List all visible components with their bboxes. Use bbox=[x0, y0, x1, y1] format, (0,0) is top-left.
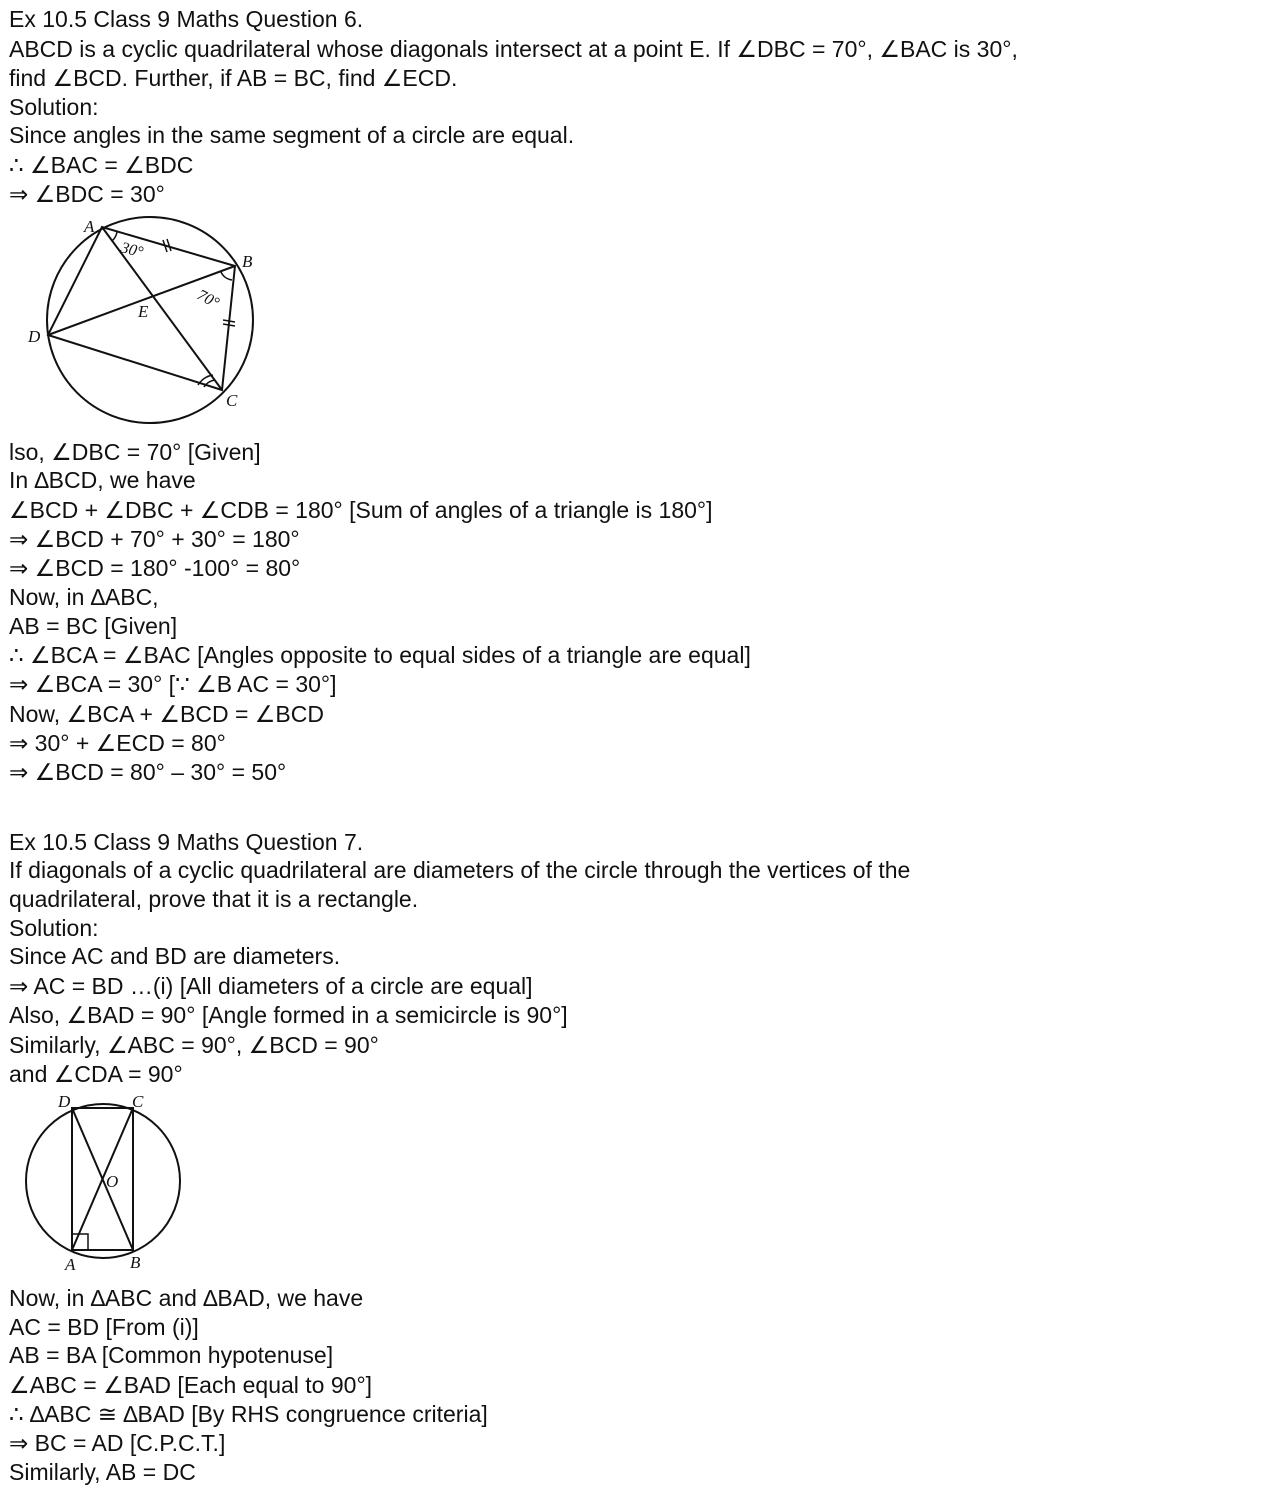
equal-tick-bc bbox=[223, 320, 235, 322]
q7-step: Since AC and BD are diameters. bbox=[9, 943, 341, 969]
q6-step: ⇒ ∠BCD = 180° -100° = 80° bbox=[9, 555, 301, 581]
q6-step: Now, ∠BCA + ∠BCD = ∠BCD bbox=[9, 701, 324, 727]
q6-step: Now, in ∆ABC, bbox=[9, 584, 159, 610]
q7-step: and ∠CDA = 90° bbox=[9, 1061, 183, 1087]
circle bbox=[47, 217, 253, 423]
q6-step: ⇒ ∠BDC = 30° bbox=[9, 181, 165, 207]
q6-step: ∴ ∠BAC = ∠BDC bbox=[9, 152, 194, 178]
equal-tick-ab bbox=[167, 239, 171, 251]
q7-step: ⇒ AC = BD …(i) [All diameters of a circle are equal] bbox=[9, 973, 533, 999]
q7-step: ⇒ BC = AD [C.P.C.T.] bbox=[9, 1430, 226, 1456]
q6-step: ⇒ ∠BCD + 70° + 30° = 180° bbox=[9, 526, 300, 552]
q6-step: Since angles in the same segment of a circle are equal. bbox=[9, 122, 575, 148]
label-d: D bbox=[58, 1092, 71, 1111]
label-a: A bbox=[65, 1255, 76, 1274]
label-e: E bbox=[138, 302, 149, 321]
angle-label-30: 30° bbox=[119, 239, 145, 262]
label-c: C bbox=[226, 391, 238, 410]
q6-step: ⇒ ∠BCA = 30° [∵ ∠B AC = 30°] bbox=[9, 671, 337, 697]
q7-question-line: If diagonals of a cyclic quadrilateral are diameters of the circle through the vertices of the bbox=[9, 857, 911, 883]
angle-arc-bac bbox=[112, 232, 117, 241]
q7-step: Similarly, AB = DC bbox=[9, 1459, 196, 1485]
q7-step: AC = BD [From (i)] bbox=[9, 1314, 199, 1340]
label-c: C bbox=[132, 1092, 144, 1111]
angle-label-70: 70° bbox=[194, 286, 222, 313]
q6-question-line: ABCD is a cyclic quadrilateral whose diagonals intersect at a point E. If ∠DBC = 70°, ∠BAC is 30°, bbox=[9, 36, 1018, 62]
q6-heading: Ex 10.5 Class 9 Maths Question 6. bbox=[9, 6, 364, 32]
label-b: B bbox=[242, 252, 253, 271]
q7-step: ∴ ∆ABC ≅ ∆BAD [By RHS congruence criteria] bbox=[9, 1401, 488, 1427]
q6-step: In ∆BCD, we have bbox=[9, 467, 196, 493]
label-a: A bbox=[84, 217, 95, 236]
q7-step: AB = BA [Common hypotenuse] bbox=[9, 1342, 334, 1368]
angle-arc-dbc bbox=[221, 272, 232, 280]
q6-step: ⇒ 30° + ∠ECD = 80° bbox=[9, 730, 226, 756]
q7-step: Also, ∠BAD = 90° [Angle formed in a semicircle is 90°] bbox=[9, 1002, 568, 1028]
equal-tick-bc bbox=[223, 324, 235, 326]
q6-step: lso, ∠DBC = 70° [Given] bbox=[9, 439, 261, 465]
q7-solution-label: Solution: bbox=[9, 915, 99, 941]
label-b: B bbox=[130, 1253, 141, 1272]
q7-step: ∠ABC = ∠BAD [Each equal to 90°] bbox=[9, 1372, 373, 1398]
q7-question-line: quadrilateral, prove that it is a rectangle. bbox=[9, 886, 419, 912]
q6-solution-label: Solution: bbox=[9, 94, 99, 120]
q6-step: ⇒ ∠BCD = 80° – 30° = 50° bbox=[9, 759, 287, 785]
label-o: O bbox=[106, 1172, 119, 1191]
q6-question-line: find ∠BCD. Further, if AB = BC, find ∠ECD. bbox=[9, 65, 458, 91]
rectangle-in-circle-figure bbox=[20, 1088, 190, 1283]
q6-step: ∴ ∠BCA = ∠BAC [Angles opposite to equal sides of a triangle are equal] bbox=[9, 642, 751, 668]
cyclic-quadrilateral-figure bbox=[20, 210, 270, 437]
q6-step: ∠BCD + ∠DBC + ∠CDB = 180° [Sum of angles of a triangle is 180°] bbox=[9, 497, 713, 523]
q7-step: Now, in ∆ABC and ∆BAD, we have bbox=[9, 1285, 364, 1311]
q7-heading: Ex 10.5 Class 9 Maths Question 7. bbox=[9, 829, 364, 855]
q6-step: AB = BC [Given] bbox=[9, 613, 178, 639]
label-d: D bbox=[28, 327, 41, 346]
q7-step: Similarly, ∠ABC = 90°, ∠BCD = 90° bbox=[9, 1032, 379, 1058]
